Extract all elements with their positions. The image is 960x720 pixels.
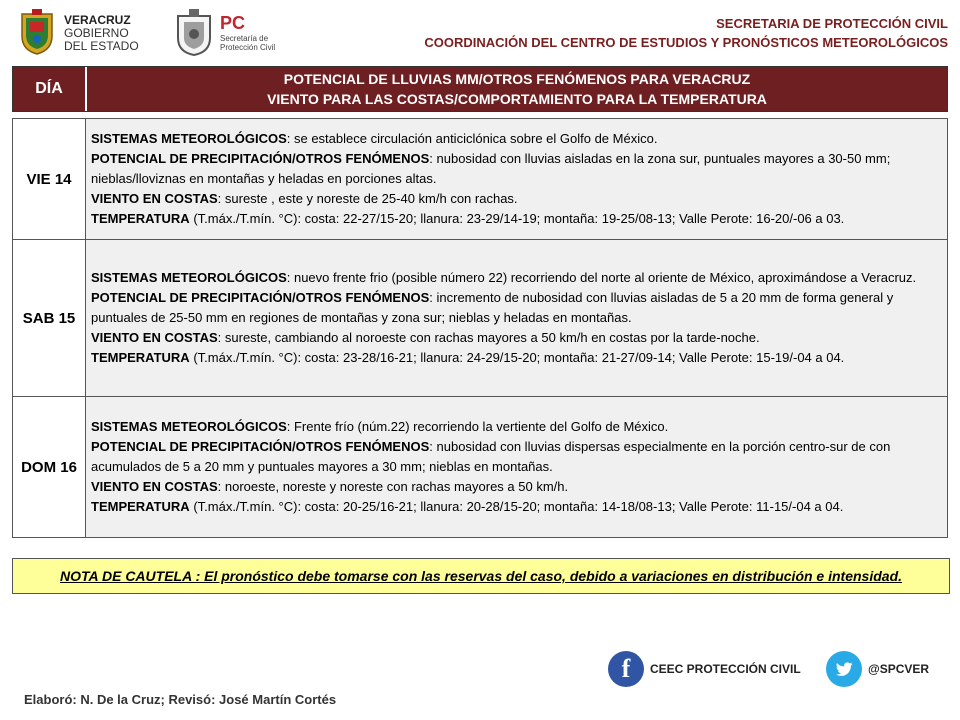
sistemas-text: : se establece circulación anticiclónica sobre el Golfo de México.: [286, 131, 658, 146]
sistemas-label: SISTEMAS METEOROLÓGICOS: [91, 419, 287, 434]
logo-text-del-estado: DEL ESTADO: [64, 39, 139, 53]
veracruz-crest-icon: [18, 8, 56, 56]
day-cell: SAB 15: [13, 240, 86, 396]
sistemas-label: SISTEMAS METEOROLÓGICOS: [91, 131, 287, 146]
potencial-line: [91, 288, 939, 328]
logo-text-veracruz: VERACRUZ: [64, 13, 131, 27]
facebook-icon[interactable]: f: [608, 651, 644, 687]
viento-text: : noroeste, noreste y noreste con rachas mayores a 50 km/h.: [217, 479, 569, 494]
header-titles: [424, 14, 948, 52]
day-cell: VIE 14: [13, 119, 86, 239]
viento-label: VIENTO EN COSTAS: [91, 479, 218, 494]
temperatura-text: (T.máx./T.mín. °C): costa: 22-27/15-20; llanura: 23-29/14-19; montaña: 19-25/08-13; Valle Perote: 16-20/-06 a 03.: [189, 211, 845, 226]
viento-line: [91, 189, 939, 209]
proteccion-civil-crest-icon: [172, 8, 216, 56]
logo-text-gobierno: GOBIERNO: [64, 26, 129, 40]
potencial-label: POTENCIAL DE PRECIPITACIÓN/OTROS FENÓMENOS: [91, 439, 430, 454]
sistemas-line: [91, 129, 939, 149]
twitter-icon[interactable]: [826, 651, 862, 687]
temperatura-label: TEMPERATURA: [91, 499, 190, 514]
table-row: [13, 119, 947, 240]
potencial-text: : incremento de nubosidad con lluvias aisladas de 5 a 20 mm de forma general y puntuales de 25-50 mm en regiones de montañas y zona sur; nieblas y heladas en montañas.: [91, 290, 894, 325]
day-cell: DOM 16: [13, 397, 86, 537]
sistemas-label: SISTEMAS METEOROLÓGICOS: [91, 270, 287, 285]
table-row: [13, 240, 947, 397]
column-header-dia: DÍA: [13, 67, 87, 111]
viento-label: VIENTO EN COSTAS: [91, 330, 218, 345]
temperatura-line: [91, 348, 939, 368]
footer-credits: Elaboró: N. De la Cruz; Revisó: José Martín Cortés: [24, 692, 337, 707]
pc-text-line1: Secretaría de: [220, 34, 269, 43]
header-coordinacion: COORDINACIÓN DEL CENTRO DE ESTUDIOS Y PRONÓSTICOS METEOROLÓGICOS: [424, 35, 948, 50]
temperatura-text: (T.máx./T.mín. °C): costa: 20-25/16-21; llanura: 20-28/15-20; montaña: 14-18/08-13; Valle Perote: 11-15/-04 a 04.: [189, 499, 844, 514]
sistemas-text: : nuevo frente frio (posible número 22) recorriendo del norte al oriente de México, aproximándose a Veracruz.: [286, 270, 917, 285]
column-header-description: [87, 67, 947, 111]
column-header-line1: POTENCIAL DE LLUVIAS MM/OTROS FENÓMENOS PARA VERACRUZ: [283, 71, 751, 87]
pc-text-line2: Protección Civil: [220, 43, 276, 52]
column-header-line2: VIENTO PARA LAS COSTAS/COMPORTAMIENTO PARA LA TEMPERATURA: [267, 91, 767, 107]
viento-line: [91, 328, 939, 348]
nota-de-cautela: NOTA DE CAUTELA : El pronóstico debe tomarse con las reservas del caso, debido a variaciones en distribución e intensidad.: [12, 558, 950, 594]
sistemas-line: [91, 417, 939, 437]
potencial-label: POTENCIAL DE PRECIPITACIÓN/OTROS FENÓMENOS: [91, 151, 430, 166]
sistemas-line: [91, 268, 939, 288]
forecast-cell: [86, 397, 947, 537]
forecast-table-header: [12, 66, 948, 112]
temperatura-line: [91, 209, 939, 229]
viento-text: : sureste, cambiando al noroeste con rachas mayores a 50 km/h en costas por la tarde-noche.: [217, 330, 760, 345]
veracruz-government-logo: [14, 6, 149, 58]
pc-abbreviation: PC: [220, 13, 246, 33]
twitter-label[interactable]: @SPCVER: [868, 662, 930, 676]
table-row: [13, 397, 947, 537]
temperatura-label: TEMPERATURA: [91, 211, 190, 226]
temperatura-line: [91, 497, 939, 517]
temperatura-label: TEMPERATURA: [91, 350, 190, 365]
potencial-label: POTENCIAL DE PRECIPITACIÓN/OTROS FENÓMENOS: [91, 290, 430, 305]
potencial-line: [91, 437, 939, 477]
forecast-table: [12, 118, 948, 538]
forecast-cell: [86, 240, 947, 396]
header-secretaria: SECRETARIA DE PROTECCIÓN CIVIL: [716, 16, 948, 31]
proteccion-civil-logo: [170, 6, 290, 58]
temperatura-text: (T.máx./T.mín. °C): costa: 23-28/16-21; llanura: 24-29/15-20; montaña: 21-27/09-14; Valle Perote: 15-19/-04 a 04.: [189, 350, 845, 365]
twitter-link[interactable]: [826, 651, 929, 687]
sistemas-text: : Frente frío (núm.22) recorriendo la vertiente del Golfo de México.: [286, 419, 669, 434]
potencial-text: : nubosidad con lluvias aisladas en la zona sur, puntuales mayores a 30-50 mm; nieblas/lloviznas en montañas y heladas en porciones altas.: [91, 151, 891, 186]
potencial-text: : nubosidad con lluvias dispersas especialmente en la porción centro-sur de con acumulados de 5 a 20 mm y puntuales mayores a 30 mm; nieblas en montañas.: [91, 439, 891, 474]
facebook-link[interactable]: [608, 651, 801, 687]
forecast-cell: [86, 119, 947, 239]
potencial-line: [91, 149, 939, 189]
viento-label: VIENTO EN COSTAS: [91, 191, 218, 206]
viento-text: : sureste , este y noreste de 25-40 km/h con rachas.: [217, 191, 518, 206]
facebook-label[interactable]: CEEC PROTECCIÓN CIVIL: [650, 662, 801, 676]
viento-line: [91, 477, 939, 497]
